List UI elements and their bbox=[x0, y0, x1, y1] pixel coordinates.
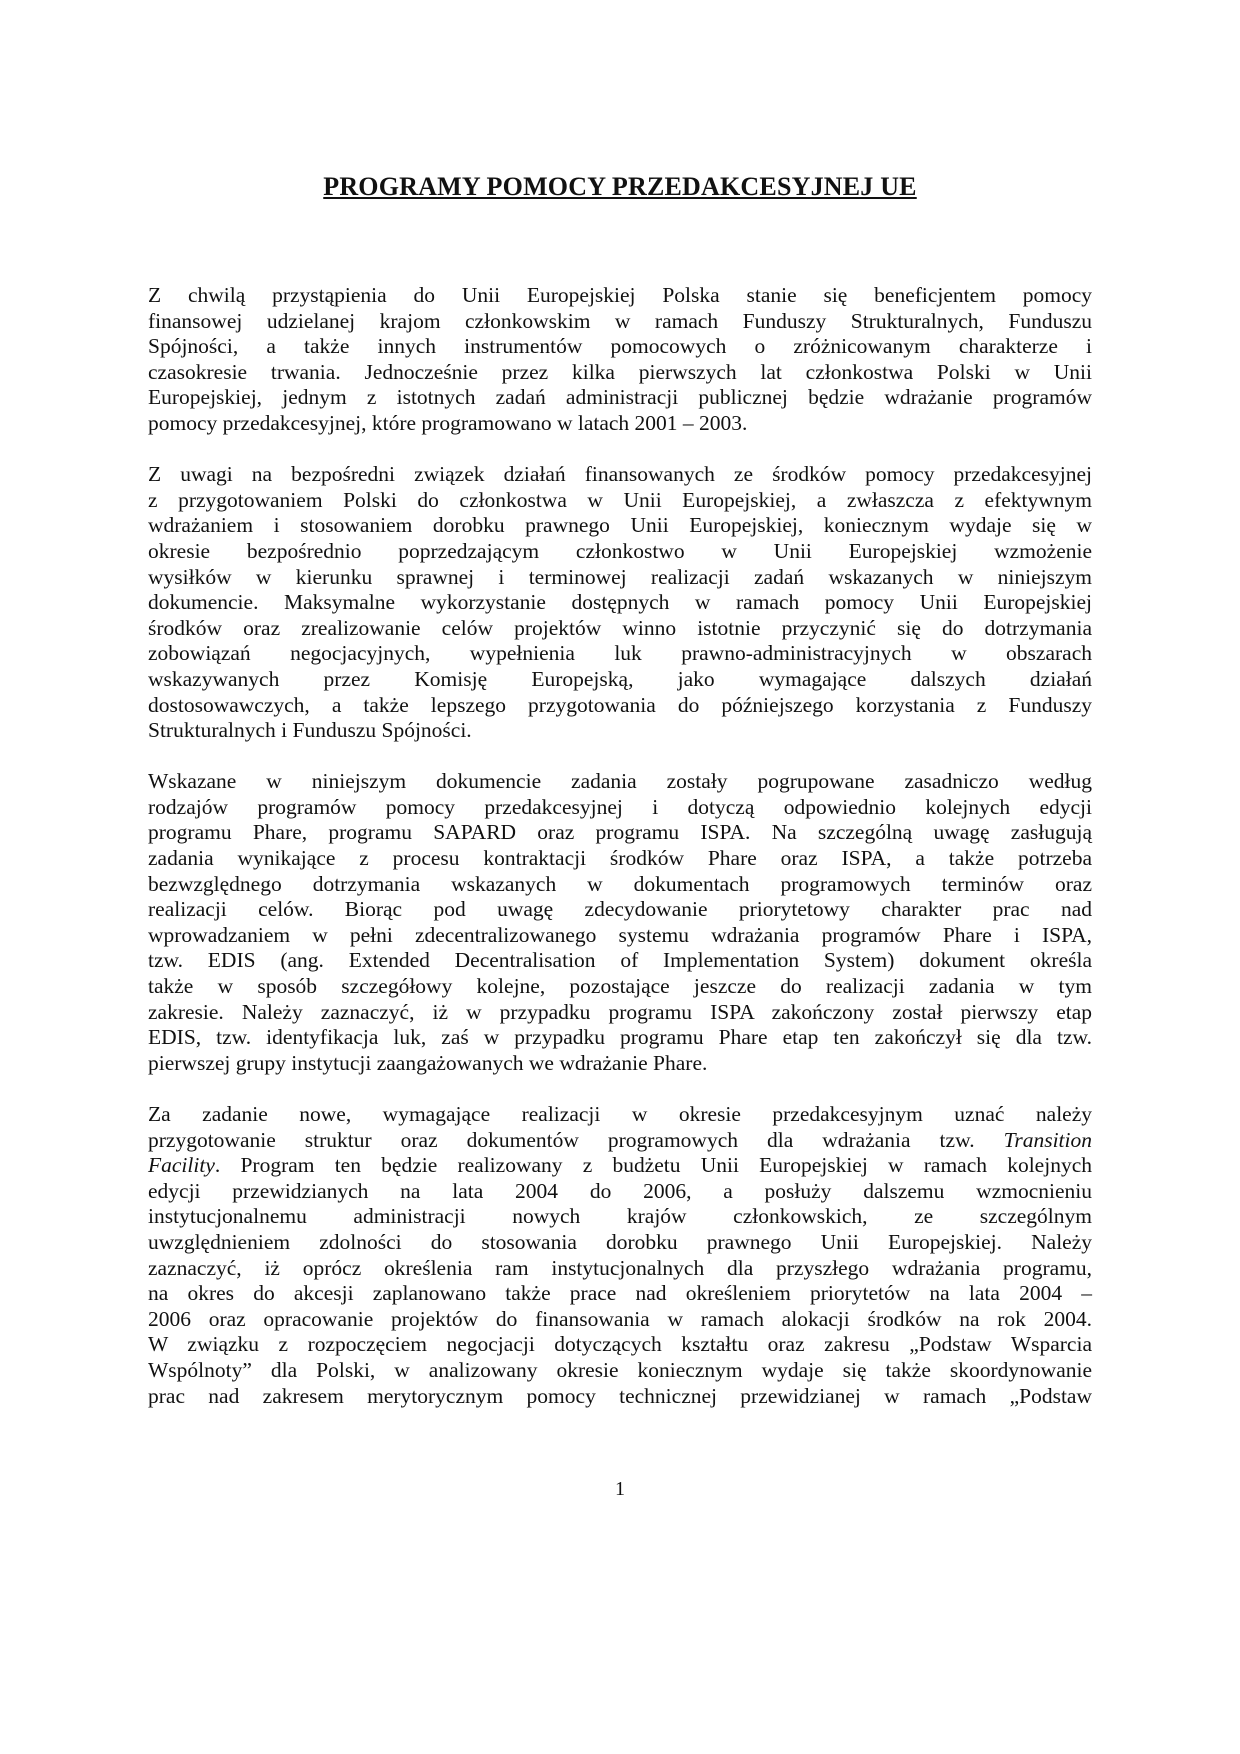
text-line: wskazywanych przez Komisję Europejską, jako wymagające dalszych działań bbox=[148, 666, 1092, 691]
text-line: edycji przewidzianych na lata 2004 do 2006, a posłuży dalszemu wzmocnieniu bbox=[148, 1178, 1092, 1203]
text-line: zadania wynikające z procesu kontraktacji środków Phare oraz ISPA, a także potrzeba bbox=[148, 846, 1092, 871]
text-line: dostosowawczych, a także lepszego przygotowania do późniejszego korzystania z Funduszy bbox=[148, 692, 1092, 717]
text-line: instytucjonalnemu administracji nowych krajów członkowskich, ze szczególnym bbox=[148, 1204, 1092, 1229]
text-line: wysiłków w kierunku sprawnej i terminowej realizacji zadań wskazanych w niniejszym bbox=[148, 564, 1092, 589]
text-line: EDIS, tzw. identyfikacja luk, zaś w przypadku programu Phare etap ten zakończył się dla tzw. bbox=[148, 1025, 1092, 1050]
text-line: także w sposób szczegółowy kolejne, pozostające jeszcze do realizacji zadania w tym bbox=[148, 974, 1092, 999]
text-line: programu Phare, programu SAPARD oraz programu ISPA. Na szczególną uwagę zasługują bbox=[148, 820, 1092, 845]
text-line: realizacji celów. Biorąc pod uwagę zdecydowanie priorytetowy charakter prac nad bbox=[148, 897, 1092, 922]
text-line: na okres do akcesji zaplanowano także prace nad określeniem priorytetów na lata 2004 – bbox=[148, 1281, 1092, 1306]
text-line: W związku z rozpoczęciem negocjacji dotyczących kształtu oraz zakresu „Podstaw Wsparcia bbox=[148, 1332, 1092, 1357]
text-line: Z chwilą przystąpienia do Unii Europejskiej Polska stanie się beneficjentem pomocy bbox=[148, 283, 1092, 307]
text-line: pierwszej grupy instytucji zaangażowanych we wdrażanie Phare. bbox=[148, 1050, 708, 1075]
text-line: pomocy przedakcesyjnej, które programowano w latach 2001 – 2003. bbox=[148, 410, 748, 435]
text-line: tzw. EDIS (ang. Extended Decentralisation of Implementation System) dokument określa bbox=[148, 948, 1092, 973]
document-title: PROGRAMY POMOCY PRZEDAKCESYJNEJ UE bbox=[323, 172, 917, 201]
page-number: 1 bbox=[615, 1478, 625, 1500]
text-line: uwzględnieniem zdolności do stosowania dorobku prawnego Unii Europejskiej. Należy bbox=[148, 1229, 1092, 1254]
paragraph bbox=[148, 462, 1092, 744]
text-line: dokumencie. Maksymalne wykorzystanie dostępnych w ramach pomocy Unii Europejskiej bbox=[148, 590, 1092, 615]
text-line: czasokresie trwania. Jednocześnie przez kilka pierwszych lat członkostwa Polski w Unii bbox=[148, 359, 1092, 384]
text-line: Spójności, a także innych instrumentów pomocowych o zróżnicowanym charakterze i bbox=[148, 334, 1092, 359]
text-line: Wspólnoty” dla Polski, w analizowany okresie koniecznym wydaje się także skoordynowanie bbox=[148, 1357, 1092, 1382]
text-line: zaznaczyć, iż oprócz określenia ram instytucjonalnych dla przyszłego wdrażania programu, bbox=[148, 1255, 1092, 1280]
paragraph bbox=[148, 283, 1092, 437]
text-line: prac nad zakresem merytorycznym pomocy technicznej przewidzianej w ramach „Podstaw bbox=[148, 1383, 1092, 1408]
text-line: Strukturalnych i Funduszu Spójności. bbox=[148, 718, 472, 743]
text-line: wprowadzaniem w pełni zdecentralizowanego systemu wdrażania programów Phare i ISPA, bbox=[148, 922, 1092, 947]
paragraph bbox=[148, 769, 1092, 1076]
text-line: 2006 oraz opracowanie projektów do finansowania w ramach alokacji środków na rok 2004. bbox=[148, 1306, 1092, 1331]
text-line: zakresie. Należy zaznaczyć, iż w przypadku programu ISPA zakończony został pierwszy etap bbox=[148, 999, 1092, 1024]
text-line: Za zadanie nowe, wymagające realizacji w okresie przedakcesyjnym uznać należy bbox=[148, 1102, 1092, 1126]
text-line: rodzajów programów pomocy przedakcesyjnej i dotyczą odpowiednio kolejnych edycji bbox=[148, 794, 1092, 819]
text-line: Z uwagi na bezpośredni związek działań finansowanych ze środków pomocy przedakcesyjnej bbox=[148, 462, 1092, 487]
document-body bbox=[148, 283, 1092, 1435]
text-line: Wskazane w niniejszym dokumencie zadania zostały pogrupowane zasadniczo według bbox=[148, 769, 1092, 794]
text-line: zobowiązań negocjacyjnych, wypełnienia luk prawno-administracyjnych w obszarach bbox=[148, 641, 1092, 666]
paragraph bbox=[148, 1102, 1092, 1409]
text-line: bezwzględnego dotrzymania wskazanych w dokumentach programowych terminów oraz bbox=[148, 871, 1092, 896]
text-line: z przygotowaniem Polski do członkostwa w Unii Europejskiej, a zwłaszcza z efektywnym bbox=[148, 487, 1092, 512]
text-line: środków oraz zrealizowanie celów projektów winno istotnie przyczynić się do dotrzymania bbox=[148, 615, 1092, 640]
text-line: Europejskiej, jednym z istotnych zadań administracji publicznej będzie wdrażanie programów bbox=[148, 385, 1092, 410]
text-line: finansowej udzielanej krajom członkowskim w ramach Funduszy Strukturalnych, Funduszu bbox=[148, 308, 1092, 333]
text-line: wdrażaniem i stosowaniem dorobku prawnego Unii Europejskiej, koniecznym wydaje się w bbox=[148, 513, 1092, 538]
text-line: okresie bezpośrednio poprzedzającym członkostwo w Unii Europejskiej wzmożenie bbox=[148, 538, 1092, 563]
text-line: przygotowanie struktur oraz dokumentów programowych dla wdrażania tzw. Transition bbox=[148, 1127, 1092, 1152]
text-line: Facility. Program ten będzie realizowany z budżetu Unii Europejskiej w ramach kolejnych bbox=[148, 1153, 1092, 1178]
